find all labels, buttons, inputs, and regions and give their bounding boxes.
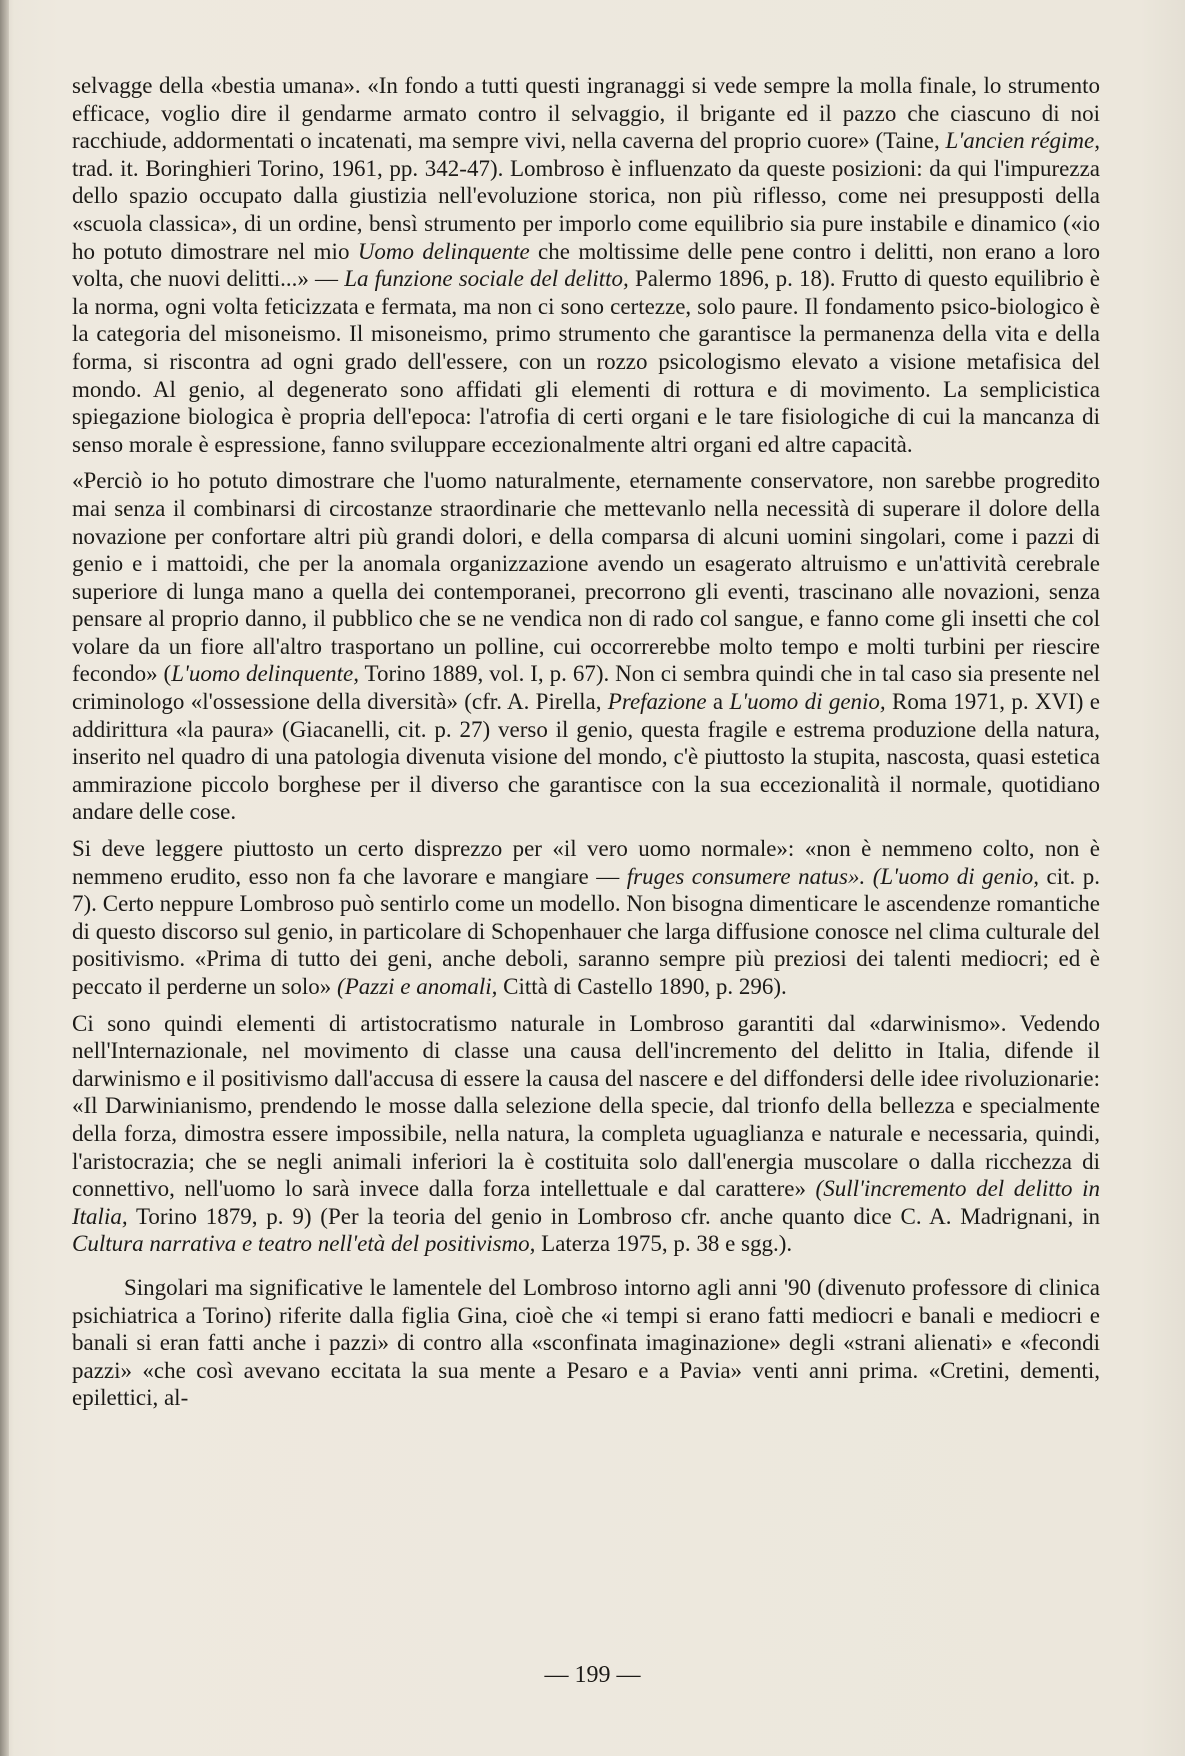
italic-citation: Prefazione xyxy=(607,689,707,715)
paragraph-p2 xyxy=(72,467,1100,826)
text-run: Palermo 1896, p. 18). Frutto di questo equilibrio è la norma, ogni volta feticizzata e fermata, ma non ci sono certezze, solo paure. Il fondamento psico-biologico è la categoria del misoneismo. Il misoneismo, primo strumento che garantisce la permanenza della vita e della forma, si riscontra ad ogni grado dell'essere, con un rozzo psicologismo elevato a visione metafisica del mondo. Al genio, al degenerato sono affidati gli elementi di rottura e di movimento. La semplicistica spiegazione biologica è propria dell'epoca: l'atrofia di certi organi e le tare fisiologiche di cui la mancanza di senso morale è espressione, fanno sviluppare eccezionalmente altri organi ed altre capacità. xyxy=(72,266,1100,457)
italic-citation: L'ancien régime, xyxy=(945,128,1101,154)
italic-citation: L'uomo di genio, xyxy=(729,689,886,715)
italic-citation: (Pazzi e anomali, xyxy=(337,974,498,999)
body-text xyxy=(72,72,1100,1421)
italic-citation: Cultura narrativa e teatro nell'età del positivismo, xyxy=(72,1231,536,1257)
text-run: Singolari ma significative le lamentele del Lombroso intorno agli anni '90 (divenuto professore di clinica psichiatrica a Torino) riferite dalla figlia Gina, cioè che «i tempi si erano fatti mediocri e banali e mediocri e banali si eran fatti anche i pazzi» di contro alla «sconfinata imaginazione» degli «strani alienati» e «fecondi pazzi» «che così avevano eccitata la sua mente a Pesaro e a Pavia» venti anni prima. «Cretini, dementi, epilettici, al- xyxy=(72,1274,1100,1411)
text-run: Città di Castello 1890, p. 296). xyxy=(497,974,787,999)
text-run: a xyxy=(706,689,730,715)
paragraph-p3 xyxy=(72,835,1100,1001)
text-run: che moltissime delle pene contro i delitti, non erano a loro volta, che nuovi delitti...» — xyxy=(72,238,1101,292)
text-run: Si deve leggere piuttosto un certo disprezzo per «il vero uomo normale»: «non è nemmeno colto, non è nemmeno erudito, esso non fa che lavorare e mangiare — xyxy=(72,836,1100,889)
italic-citation: fruges consumere natus». (L'uomo di genio, xyxy=(626,863,1039,889)
italic-citation: Uomo delinquente xyxy=(357,238,530,264)
text-run: «Perciò io ho potuto dimostrare che l'uomo naturalmente, eternamente conservatore, non sarebbe progredito mai senza il combinarsi di circostanze straordinarie che mettevanlo nella necessità di superare il dolore della novazione per confortare altri più grandi dolori, e della comparsa di alcuni uomini singolari, come i pazzi di genio e i mattoidi, che per la anomala organizzazione avendo un esagerato altruismo e un'attività cerebrale superiore di lunga mano a quella dei contemporanei, precorrono gli eventi, trascinano alle novazioni, senza pensare al proprio danno, il pubblico che se ne vendica non di rado col sangue, e fanno come gli insetti che col volare da un fiore all'altro trasportano un polline, cui occorrerebbe molto tempo e molti turbini per riescire fecondo» ( xyxy=(72,468,1100,687)
paragraph-p4 xyxy=(72,1010,1100,1258)
page-number: — 199 — xyxy=(544,1662,641,1688)
text-run: Laterza 1975, p. 38 e sgg.). xyxy=(535,1231,793,1257)
book-spine-shadow xyxy=(0,0,9,1756)
text-run: Ci sono quindi elementi di artistocratismo naturale in Lombroso garantiti dal «darwinismo». Vedendo nell'Internazionale, nel movimento di classe una causa dell'incremento del delitto in Italia, difende il darwinismo e il positivismo dall'accusa di essere la causa del nascere e del diffondersi delle idee rivoluzionarie: «Il Darwinianismo, prendendo le mosse dalla selezione della specie, dal trionfo della bellezza e specialmente della forza, dimostra essere impossibile, nella natura, la completa uguaglianza e naturale e necessaria, quindi, l'aristocrazia; che se negli animali inferiori la è costituita solo dall'energia muscolare o dalla ricchezza di connettivo, nell'uomo lo sarà invece dalla forza intellettuale e dal carattere» xyxy=(72,1010,1100,1202)
text-run: trad. it. Boringhieri Torino, 1961, pp. 342-47). Lombroso è influenzato da queste posizioni: da qui l'impurezza dello spazio occupato dalla giustizia nell'evoluzione storica, non più riflesso, come nei presupposti della «scuola classica», di un ordine, bensì strumento per imporlo come equilibrio sia pure instabile e dinamico («io ho potuto dimostrare nel mio xyxy=(72,155,1100,264)
text-run: Roma 1971, p. XVI) e addirittura «la paura» (Giacanelli, cit. p. 27) verso il genio, questa fragile e estrema produzione della natura, inserito nel quadro di una patologia divenuta visione del mondo, c'è piuttosto la stupita, nascosta, quasi estetica ammirazione piccolo borghese per il diverso che garantisce con la sua eccezionalità il normale, quotidiano andare delle cose. xyxy=(72,689,1101,825)
italic-citation: L'uomo delinquente, xyxy=(171,661,360,687)
text-run: selvagge della «bestia umana». «In fondo a tutti questi ingranaggi si vede sempre la molla finale, lo strumento efficace, voglio dire il gendarme armato contro il selvaggio, il brigante ed il pazzo che ciascuno di noi racchiude, addormentati o incatenati, ma sempre vivi, nella caverna del proprio cuore» (Taine, xyxy=(72,73,1100,154)
text-run: cit. p. 7). Certo neppure Lombroso può sentirlo come un modello. Non bisogna dimenticare le ascendenze romantiche di questo discorso sul genio, in particolare di Schopenhauer che larga diffusione conosce nel clima culturale del positivismo. «Prima di tutto dei geni, anche deboli, saranno sempre più preziosi dei talenti mediocri; ed è peccato il perderne un solo» xyxy=(72,863,1100,999)
paragraph-p5 xyxy=(72,1274,1100,1412)
text-run: Torino 1879, p. 9) (Per la teoria del genio in Lombroso cfr. anche quanto dice C. A. Madrignani, in xyxy=(127,1203,1100,1229)
italic-citation: (Sull'incremento del delitto in Italia, xyxy=(72,1176,1100,1229)
text-run: Torino 1889, vol. I, p. 67). Non ci sembra quindi che in tal caso sia presente nel criminologo «l'ossessione della diversità» (cfr. A. Pirella, xyxy=(72,661,1100,715)
paragraph-p1 xyxy=(72,72,1100,458)
italic-citation: La funzione sociale del delitto, xyxy=(344,266,629,292)
